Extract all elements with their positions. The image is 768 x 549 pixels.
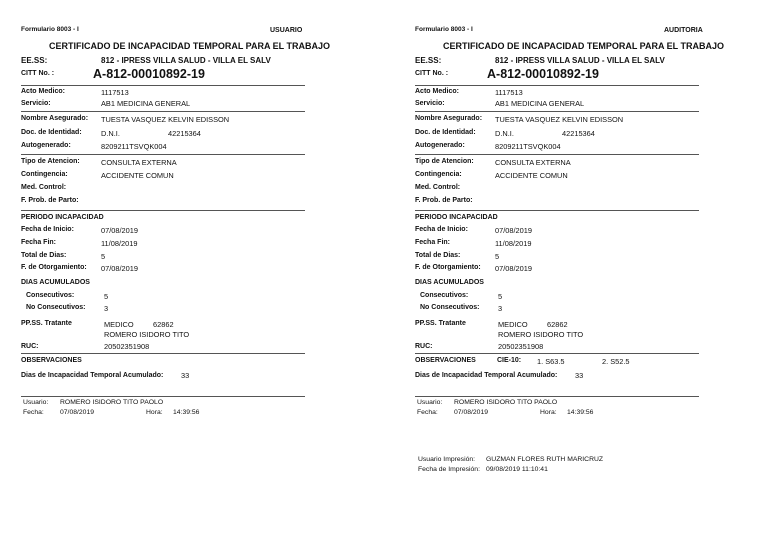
citt-number: A-812-00010892-19 — [93, 67, 205, 81]
fecha-value: 07/08/2019 — [60, 409, 95, 416]
asegurado-label: Nombre Asegurado: — [415, 115, 483, 122]
acumulado-value: 33 — [575, 371, 584, 380]
fecha-inicio-label: Fecha de Inicio: — [415, 226, 468, 233]
consecutivos-label: Consecutivos: — [420, 292, 469, 299]
servicio-label: Servicio: — [21, 100, 51, 107]
doc-type: D.N.I. — [495, 129, 514, 138]
ruc-value: 20502351908 — [104, 342, 150, 351]
tratante-type: MEDICO — [104, 320, 134, 329]
impresion-user-label: Usuario Impresión: — [418, 456, 476, 463]
acto-medico-label: Acto Medico: — [21, 88, 65, 95]
divider — [415, 85, 699, 86]
usuario-value: ROMERO ISIDORO TITO PAOLO — [60, 399, 164, 406]
fecha-fin-value: 11/08/2019 — [101, 239, 138, 248]
cie-code-2: 2. S52.5 — [602, 357, 630, 366]
total-dias-label: Total de Dias: — [415, 252, 461, 259]
tratante-label: PP.SS. Tratante — [21, 320, 72, 327]
certificate-page — [394, 0, 768, 549]
tratante-name: ROMERO ISIDORO TITO — [104, 330, 190, 339]
divider — [21, 210, 305, 211]
usuario-label: Usuario: — [417, 399, 443, 406]
eess-label: EE.SS: — [415, 56, 442, 65]
citt-number: A-812-00010892-19 — [487, 67, 599, 81]
parto-label: F. Prob. de Parto: — [415, 197, 473, 204]
fecha-label: Fecha: — [23, 409, 44, 416]
hora-value: 14:39:56 — [567, 409, 594, 416]
ruc-value: 20502351908 — [498, 342, 544, 351]
acto-medico-value: 1117513 — [101, 88, 129, 97]
observaciones-label: OBSERVACIONES — [415, 357, 476, 364]
usuario-value: ROMERO ISIDORO TITO PAOLO — [454, 399, 558, 406]
contingencia-label: Contingencia: — [415, 171, 462, 178]
doc-type: D.N.I. — [101, 129, 120, 138]
divider — [415, 210, 699, 211]
divider — [415, 396, 699, 397]
impresion-user-value: GUZMAN FLORES RUTH MARICRUZ — [486, 456, 604, 463]
eess-value: 812 - IPRESS VILLA SALUD - VILLA EL SALV — [101, 56, 271, 65]
tratante-name: ROMERO ISIDORO TITO — [498, 330, 584, 339]
acto-medico-label: Acto Medico: — [415, 88, 459, 95]
ruc-label: RUC: — [415, 343, 433, 350]
asegurado-value: TUESTA VASQUEZ KELVIN EDISSON — [101, 115, 230, 124]
fecha-label: Fecha: — [417, 409, 438, 416]
consecutivos-label: Consecutivos: — [26, 292, 75, 299]
doc-number: 42215364 — [562, 129, 595, 138]
cie-label: CIE-10: — [497, 357, 522, 364]
fecha-inicio-value: 07/08/2019 — [495, 226, 532, 235]
no-consecutivos-label: No Consecutivos: — [26, 304, 86, 311]
contingencia-label: Contingencia: — [21, 171, 68, 178]
total-dias-value: 5 — [101, 252, 106, 261]
citt-label: CITT No. : — [415, 70, 449, 77]
fecha-inicio-value: 07/08/2019 — [101, 226, 138, 235]
tipo-atencion-value: CONSULTA EXTERNA — [101, 158, 177, 167]
no-consecutivos-value: 3 — [498, 304, 503, 313]
fecha-fin-value: 11/08/2019 — [495, 239, 532, 248]
fecha-inicio-label: Fecha de Inicio: — [21, 226, 74, 233]
impresion-date-label: Fecha de Impresión: — [418, 466, 480, 473]
divider — [415, 111, 699, 112]
certificate-page — [0, 0, 380, 549]
acumulados-header: DIAS ACUMULADOS — [415, 279, 484, 286]
divider — [415, 154, 699, 155]
consecutivos-value: 5 — [104, 292, 109, 301]
divider — [21, 154, 305, 155]
form-number: Formulario 8003 - I — [415, 26, 473, 33]
consecutivos-value: 5 — [498, 292, 503, 301]
usuario-label: Usuario: — [23, 399, 49, 406]
hora-label: Hora: — [540, 409, 557, 416]
tratante-type: MEDICO — [498, 320, 528, 329]
acumulado-value: 33 — [181, 371, 190, 380]
copy-type: USUARIO — [270, 27, 303, 34]
servicio-value: AB1 MEDICINA GENERAL — [101, 99, 191, 108]
copy-type: AUDITORIA — [664, 27, 703, 34]
doc-number: 42215364 — [168, 129, 201, 138]
autogenerado-label: Autogenerado: — [21, 142, 71, 149]
tipo-atencion-label: Tipo de Atencion: — [415, 158, 474, 165]
servicio-value: AB1 MEDICINA GENERAL — [495, 99, 585, 108]
fecha-fin-label: Fecha Fin: — [21, 239, 57, 246]
otorgamiento-label: F. de Otorgamiento: — [415, 264, 481, 271]
tratante-label: PP.SS. Tratante — [415, 320, 466, 327]
certificate-title: CERTIFICADO DE INCAPACIDAD TEMPORAL PARA EL TRABAJO — [49, 41, 331, 51]
eess-label: EE.SS: — [21, 56, 48, 65]
acumulado-label: Dias de Incapacidad Temporal Acumulado: — [415, 372, 558, 379]
tratante-code: 62862 — [153, 320, 174, 329]
asegurado-label: Nombre Asegurado: — [21, 115, 89, 122]
form-number: Formulario 8003 - I — [21, 26, 79, 33]
eess-value: 812 - IPRESS VILLA SALUD - VILLA EL SALV — [495, 56, 665, 65]
observaciones-label: OBSERVACIONES — [21, 357, 82, 364]
med-control-label: Med. Control: — [21, 184, 67, 191]
contingencia-value: ACCIDENTE COMUN — [495, 171, 568, 180]
periodo-header: PERIODO INCAPACIDAD — [21, 214, 104, 221]
hora-label: Hora: — [146, 409, 163, 416]
impresion-date-value: 09/08/2019 11:10:41 — [486, 466, 548, 473]
med-control-label: Med. Control: — [415, 184, 461, 191]
divider — [21, 353, 305, 354]
certificate-title: CERTIFICADO DE INCAPACIDAD TEMPORAL PARA EL TRABAJO — [443, 41, 725, 51]
autogenerado-value: 8209211TSVQK004 — [495, 142, 561, 151]
divider — [21, 85, 305, 86]
divider — [21, 111, 305, 112]
otorgamiento-value: 07/08/2019 — [101, 264, 138, 273]
servicio-label: Servicio: — [415, 100, 445, 107]
otorgamiento-value: 07/08/2019 — [495, 264, 532, 273]
hora-value: 14:39:56 — [173, 409, 200, 416]
acto-medico-value: 1117513 — [495, 88, 523, 97]
tipo-atencion-value: CONSULTA EXTERNA — [495, 158, 571, 167]
fecha-value: 07/08/2019 — [454, 409, 489, 416]
divider — [415, 353, 699, 354]
parto-label: F. Prob. de Parto: — [21, 197, 79, 204]
contingencia-value: ACCIDENTE COMUN — [101, 171, 174, 180]
cie-code-1: 1. S63.5 — [537, 357, 565, 366]
doc-identidad-label: Doc. de Identidad: — [21, 129, 82, 136]
no-consecutivos-label: No Consecutivos: — [420, 304, 480, 311]
autogenerado-label: Autogenerado: — [415, 142, 465, 149]
ruc-label: RUC: — [21, 343, 39, 350]
fecha-fin-label: Fecha Fin: — [415, 239, 451, 246]
acumulados-header: DIAS ACUMULADOS — [21, 279, 90, 286]
acumulado-label: Dias de Incapacidad Temporal Acumulado: — [21, 372, 164, 379]
divider — [21, 396, 305, 397]
total-dias-label: Total de Dias: — [21, 252, 67, 259]
autogenerado-value: 8209211TSVQK004 — [101, 142, 167, 151]
citt-label: CITT No. : — [21, 70, 55, 77]
no-consecutivos-value: 3 — [104, 304, 109, 313]
tratante-code: 62862 — [547, 320, 568, 329]
otorgamiento-label: F. de Otorgamiento: — [21, 264, 87, 271]
tipo-atencion-label: Tipo de Atencion: — [21, 158, 80, 165]
total-dias-value: 5 — [495, 252, 500, 261]
periodo-header: PERIODO INCAPACIDAD — [415, 214, 498, 221]
doc-identidad-label: Doc. de Identidad: — [415, 129, 476, 136]
asegurado-value: TUESTA VASQUEZ KELVIN EDISSON — [495, 115, 624, 124]
